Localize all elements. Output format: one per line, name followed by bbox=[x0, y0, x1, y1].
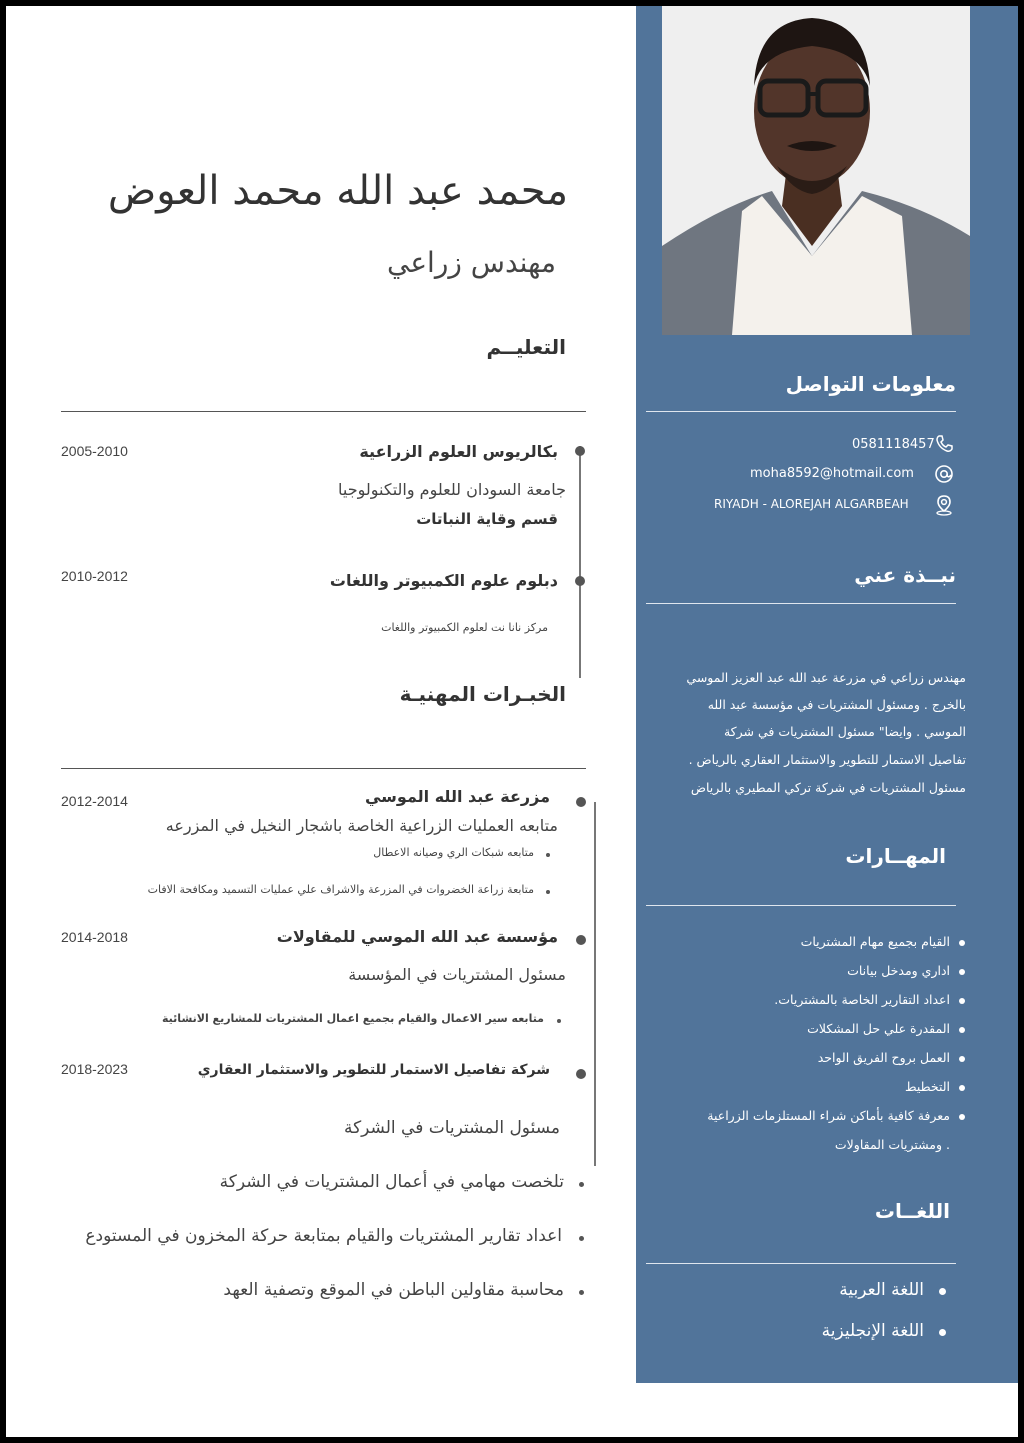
skill-item: التخطيط bbox=[904, 1079, 950, 1094]
experience-company: شركة تفاصيل الاستمار للتطوير والاستثمار العقاري bbox=[197, 1062, 550, 1078]
experience-task: متابعه سير الاعمال والقيام بجميع اعمال المشتريات للمشاريع الانشائية bbox=[162, 1012, 544, 1025]
skill-bullet bbox=[959, 940, 965, 946]
education-timeline bbox=[579, 446, 581, 678]
bullet-dot bbox=[546, 890, 550, 894]
experience-task: متابعة زراعة الخضروات في المزرعة والاشراف علي عمليات التسميد ومكافحة الافات bbox=[147, 883, 534, 896]
bullet-dot bbox=[579, 1236, 584, 1241]
resume-page bbox=[6, 6, 1018, 1437]
contact-title: معلومات التواصل bbox=[785, 372, 956, 396]
experience-timeline bbox=[594, 802, 596, 1166]
about-title: نبــذة عني bbox=[854, 563, 956, 587]
experience-title: الخبـرات المهنيـة bbox=[399, 682, 566, 706]
skill-item: اداري ومدخل بيانات bbox=[847, 963, 950, 978]
experience-task: اعداد تقارير المشتريات والقيام بمتابعة حركة المخزون في المستودع bbox=[85, 1226, 562, 1246]
education-university: جامعة السودان للعلوم والتكنولوجيا bbox=[338, 480, 566, 499]
experience-role: مسئول المشتريات في الشركة bbox=[343, 1118, 560, 1138]
skill-item: . ومشتريات المقاولات bbox=[834, 1137, 950, 1152]
experience-role: متابعه العمليات الزراعية الخاصة باشجار النخيل في المزرعه bbox=[165, 816, 558, 835]
timeline-dot bbox=[576, 797, 586, 807]
email-address[interactable]: moha8592@hotmail.com bbox=[750, 466, 914, 481]
about-divider bbox=[646, 603, 956, 604]
experience-years: 2012-2014 bbox=[61, 793, 128, 809]
bullet-dot bbox=[557, 1019, 561, 1023]
experience-task: متابعه شبكات الري وصيانه الاعطال bbox=[373, 846, 534, 859]
address: RIYADH - ALOREJAH ALGARBEAH bbox=[714, 497, 909, 511]
languages-title: اللغــات bbox=[874, 1199, 950, 1223]
experience-company: مزرعة عبد الله الموسي bbox=[364, 787, 550, 806]
contact-divider bbox=[646, 411, 956, 412]
education-department: قسم وقاية النباتات bbox=[416, 510, 558, 528]
bullet-dot bbox=[546, 853, 550, 857]
education-degree: دبلوم علوم الكمبيوتر واللغات bbox=[329, 571, 558, 590]
skill-item: اعداد التقارير الخاصة بالمشتريات. bbox=[774, 992, 950, 1007]
skills-divider bbox=[646, 905, 956, 906]
timeline-dot bbox=[575, 446, 585, 456]
skill-bullet bbox=[959, 1085, 965, 1091]
about-line: بالخرج . ومسئول المشتريات في مؤسسة عبد الله bbox=[707, 697, 966, 712]
language-item: اللغة الإنجليزية bbox=[821, 1321, 924, 1341]
experience-years: 2018-2023 bbox=[61, 1061, 128, 1077]
about-line: الموسي . وايضا" مسئول المشتريات في شركة bbox=[723, 724, 966, 739]
skill-item: العمل بروح الفريق الواحد bbox=[817, 1050, 950, 1065]
experience-divider bbox=[61, 768, 586, 769]
about-line: مهندس زراعي في مزرعة عبد الله عبد العزيز الموسي bbox=[686, 670, 966, 685]
language-bullet bbox=[939, 1288, 946, 1295]
phone-number[interactable]: 0581118457 bbox=[852, 437, 935, 452]
bullet-dot bbox=[579, 1290, 584, 1295]
skill-bullet bbox=[959, 969, 965, 975]
skill-item: القيام بجميع مهام المشتريات bbox=[800, 934, 950, 949]
skill-item: معرفة كافية بأماكن شراء المستلزمات الزراعية bbox=[707, 1108, 950, 1123]
skill-bullet bbox=[959, 1056, 965, 1062]
skills-title: المهــارات bbox=[845, 844, 946, 868]
language-bullet bbox=[939, 1329, 946, 1336]
job-title: مهندس زراعي bbox=[387, 246, 556, 279]
about-line: مسئول المشتريات في شركة تركي المطيري بالرياض bbox=[690, 780, 966, 795]
skill-item: المقدرة علي حل المشكلات bbox=[807, 1021, 950, 1036]
bullet-dot bbox=[579, 1182, 584, 1187]
education-years: 2010-2012 bbox=[61, 568, 128, 584]
education-years: 2005-2010 bbox=[61, 443, 128, 459]
education-degree: بكالريوس العلوم الزراعية bbox=[359, 442, 558, 461]
experience-years: 2014-2018 bbox=[61, 929, 128, 945]
experience-task: محاسبة مقاولين الباطن في الموقع وتصفية العهد bbox=[223, 1280, 564, 1300]
skill-bullet bbox=[959, 1027, 965, 1033]
location-icon bbox=[934, 494, 954, 514]
about-line: تفاصيل الاستمار للتطوير والاستثمار العقاري بالرياض . bbox=[688, 752, 966, 767]
phone-icon bbox=[934, 434, 954, 454]
education-institute: مركز نانا نت لعلوم الكمبيوتر واللغات bbox=[381, 621, 548, 634]
full-name: محمد عبد الله محمد العوض bbox=[107, 168, 568, 214]
language-item: اللغة العربية bbox=[839, 1280, 924, 1300]
at-icon bbox=[934, 464, 954, 484]
education-title: التعليــم bbox=[486, 335, 566, 359]
languages-divider bbox=[646, 1263, 956, 1264]
experience-role: مسئول المشتريات في المؤسسة bbox=[348, 965, 566, 984]
profile-photo bbox=[662, 6, 970, 335]
experience-company: مؤسسة عبد الله الموسي للمقاولات bbox=[276, 927, 558, 946]
experience-task: تلخصت مهامي في أعمال المشتريات في الشركة bbox=[219, 1172, 564, 1192]
skill-bullet bbox=[959, 1114, 965, 1120]
education-divider bbox=[61, 411, 586, 412]
skill-bullet bbox=[959, 998, 965, 1004]
timeline-dot bbox=[575, 576, 585, 586]
timeline-dot bbox=[576, 935, 586, 945]
timeline-dot bbox=[576, 1069, 586, 1079]
